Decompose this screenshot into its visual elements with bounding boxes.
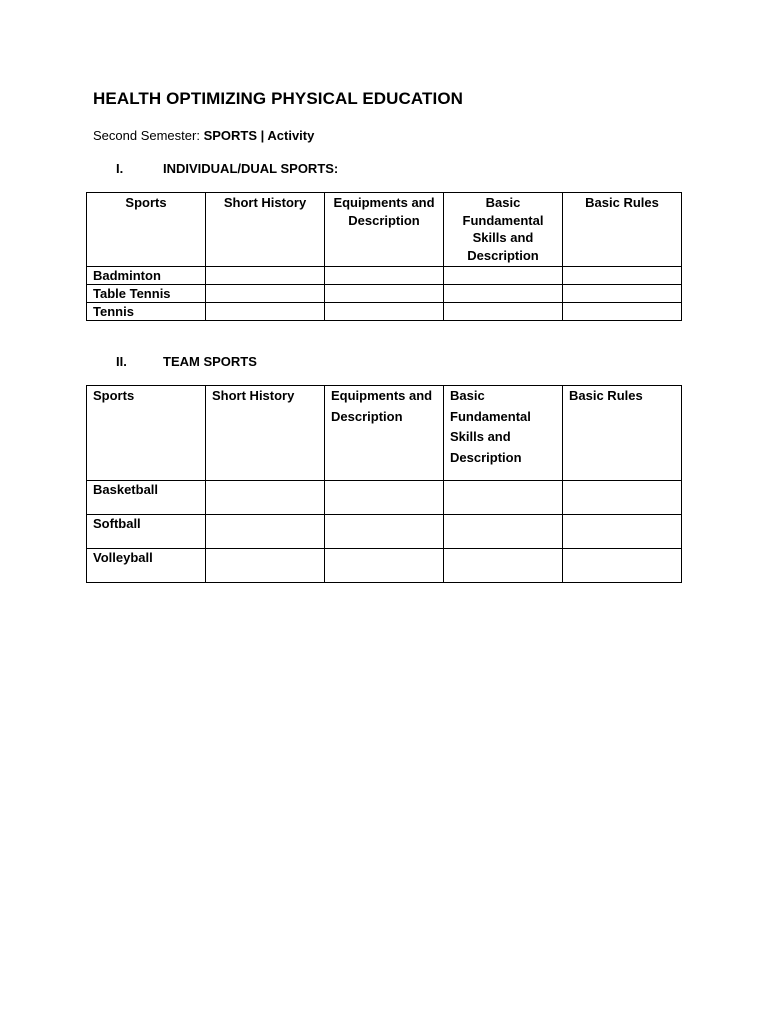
empty-cell[interactable] — [325, 549, 444, 583]
table-header-row — [87, 193, 682, 267]
sport-name-cell: Softball — [87, 515, 206, 549]
empty-cell[interactable] — [325, 285, 444, 303]
column-header: Short History — [206, 193, 325, 267]
empty-cell[interactable] — [206, 267, 325, 285]
table-row — [87, 549, 682, 583]
table-row — [87, 515, 682, 549]
empty-cell[interactable] — [444, 515, 563, 549]
column-header: Sports — [87, 386, 206, 481]
sport-name-cell: Volleyball — [87, 549, 206, 583]
empty-cell[interactable] — [325, 303, 444, 321]
page-title: HEALTH OPTIMIZING PHYSICAL EDUCATION — [93, 89, 464, 108]
empty-cell[interactable] — [444, 285, 563, 303]
sport-name-cell: Table Tennis — [87, 285, 206, 303]
semester-prefix: Second Semester: — [93, 128, 204, 143]
column-header: Equipments and Description — [325, 193, 444, 267]
column-header: Short History — [206, 386, 325, 481]
section-label: TEAM SPORTS — [163, 354, 257, 369]
table-row — [87, 285, 682, 303]
column-header: Equipments and Description — [325, 386, 444, 481]
column-header: Basic Rules — [563, 193, 682, 267]
empty-cell[interactable] — [325, 267, 444, 285]
column-header: Basic Fundamental Skills and Description — [444, 193, 563, 267]
empty-cell[interactable] — [325, 481, 444, 515]
column-header: Sports — [87, 193, 206, 267]
semester-line — [93, 128, 314, 143]
section-number: I. — [116, 161, 124, 176]
empty-cell[interactable] — [206, 515, 325, 549]
empty-cell[interactable] — [444, 303, 563, 321]
section-number: II. — [116, 354, 127, 369]
empty-cell[interactable] — [206, 481, 325, 515]
team-sports-table — [86, 385, 682, 583]
empty-cell[interactable] — [206, 303, 325, 321]
sport-name-cell: Basketball — [87, 481, 206, 515]
individual-sports-table — [86, 192, 682, 321]
table-header-row — [87, 386, 682, 481]
empty-cell[interactable] — [563, 549, 682, 583]
empty-cell[interactable] — [563, 267, 682, 285]
sport-name-cell: Tennis — [87, 303, 206, 321]
table-row — [87, 267, 682, 285]
column-header: Basic Fundamental Skills and Description — [444, 386, 563, 481]
empty-cell[interactable] — [563, 303, 682, 321]
empty-cell[interactable] — [325, 515, 444, 549]
empty-cell[interactable] — [563, 515, 682, 549]
table-row — [87, 481, 682, 515]
empty-cell[interactable] — [563, 285, 682, 303]
semester-value: SPORTS | Activity — [203, 128, 315, 143]
empty-cell[interactable] — [444, 267, 563, 285]
empty-cell[interactable] — [444, 549, 563, 583]
column-header: Basic Rules — [563, 386, 682, 481]
sport-name-cell: Badminton — [87, 267, 206, 285]
empty-cell[interactable] — [206, 549, 325, 583]
empty-cell[interactable] — [444, 481, 563, 515]
empty-cell[interactable] — [206, 285, 325, 303]
empty-cell[interactable] — [563, 481, 682, 515]
section-label: INDIVIDUAL/DUAL SPORTS: — [163, 161, 339, 176]
table-row — [87, 303, 682, 321]
